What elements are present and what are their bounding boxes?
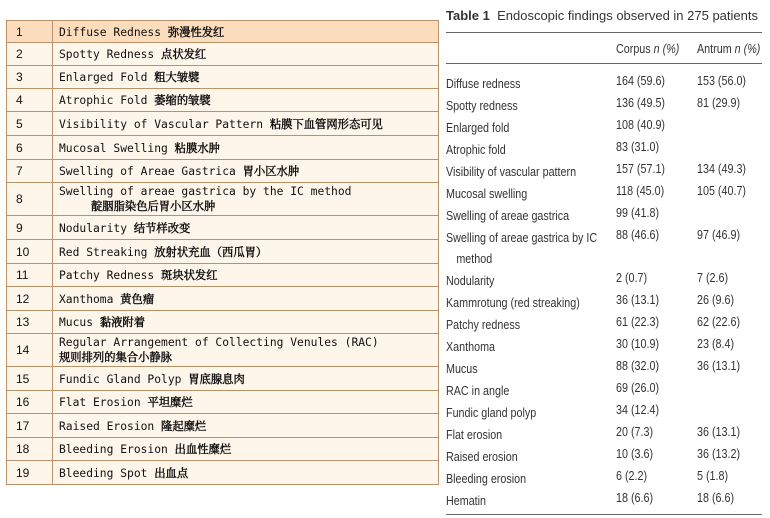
row-label: Xanthoma [446, 340, 496, 354]
corpus-value: 118 (45.0) [616, 184, 665, 198]
corpus-value: 108 (40.9) [616, 118, 666, 132]
corpus-value: 164 (59.6) [616, 74, 666, 88]
list-item-chinese: 胃底腺息肉 [188, 372, 245, 386]
list-item-chinese: 出血点 [154, 466, 189, 480]
corpus-value: 88 (46.6) [616, 228, 660, 242]
list-item-english: Swelling of Areae Gastrica [59, 165, 236, 178]
list-item-text [53, 112, 439, 136]
row-label: Patchy redness [446, 318, 521, 332]
corpus-value: 2 (0.7) [616, 271, 648, 285]
list-item-text [53, 89, 439, 112]
antrum-value: 36 (13.1) [697, 425, 741, 439]
header-rule [446, 63, 762, 64]
antrum-value: 134 (49.3) [697, 162, 747, 176]
list-item-english: Fundic Gland Polyp [59, 372, 182, 386]
corpus-value: 6 (2.2) [616, 469, 648, 483]
corpus-value: 99 (41.8) [616, 206, 660, 220]
list-item [7, 264, 439, 287]
antrum-value: 18 (6.6) [697, 491, 735, 505]
list-item-text [53, 391, 439, 414]
list-item-chinese: 粘膜下血管网形态可见 [269, 117, 383, 131]
list-item-english: Diffuse Redness [59, 25, 162, 39]
list-item-number: 8 [7, 183, 53, 216]
list-item [7, 112, 439, 136]
top-rule [446, 32, 762, 33]
left-findings-list [6, 20, 439, 485]
list-item-english: Raised Erosion [59, 419, 155, 433]
list-item-english: Atrophic Fold [59, 94, 148, 107]
list-item [7, 21, 439, 43]
corpus-value: 30 (10.9) [616, 337, 660, 351]
list-item [7, 89, 439, 112]
list-item [7, 136, 439, 160]
row-label: Visibility of vascular pattern [446, 165, 577, 179]
corpus-value: 88 (32.0) [616, 359, 660, 373]
list-item [7, 216, 439, 240]
list-item [7, 160, 439, 183]
list-item-text [53, 367, 439, 391]
list-item-chinese: 萎缩的皱襞 [154, 94, 211, 107]
list-item-chinese: 靛胭脂染色后胃小区水肿 [91, 199, 216, 213]
list-item-text [53, 136, 439, 160]
antrum-value: 36 (13.2) [697, 447, 741, 461]
antrum-value: 23 (8.4) [697, 337, 735, 351]
list-item [7, 438, 439, 461]
list-item [7, 391, 439, 414]
list-item-english: Mucosal Swelling [59, 141, 168, 155]
list-item-english: Spotty Redness [59, 48, 155, 61]
list-item [7, 183, 439, 216]
list-item-text [53, 43, 439, 66]
row-label: Swelling of areae gastrica [446, 209, 570, 223]
list-item-text [53, 311, 439, 334]
list-item-text [53, 334, 439, 367]
list-item-chinese: 粗大皱襞 [154, 71, 200, 84]
list-item-chinese: 黄色瘤 [120, 292, 155, 306]
list-item-chinese: 点状发红 [161, 48, 207, 61]
list-item-english: Swelling of areae gastrica by the IC method [59, 184, 352, 198]
list-item-english: Flat Erosion [59, 396, 141, 409]
corpus-value: 83 (31.0) [616, 140, 660, 154]
list-item-number: 2 [7, 43, 53, 66]
corpus-value: 18 (6.6) [616, 491, 654, 505]
list-item-english: Visibility of Vascular Pattern [59, 117, 264, 131]
list-item-number: 16 [7, 391, 53, 414]
list-item-chinese: 隆起糜烂 [161, 419, 207, 433]
list-item-chinese: 出血性糜烂 [174, 443, 232, 456]
row-label: Fundic gland polyp [446, 406, 537, 420]
list-item-chinese: 放射状充血（西瓜胃） [154, 245, 268, 259]
list-item [7, 66, 439, 89]
list-item-chinese: 胃小区水肿 [242, 165, 300, 178]
list-item-english: Nodularity [59, 221, 128, 235]
list-item-number: 18 [7, 438, 53, 461]
list-item-chinese: 结节样改变 [133, 221, 191, 235]
list-item [7, 311, 439, 334]
list-item-number: 10 [7, 240, 53, 264]
list-item-text [53, 414, 439, 438]
list-item-number: 13 [7, 311, 53, 334]
antrum-value: 153 (56.0) [697, 74, 747, 88]
list-item [7, 43, 439, 66]
row-label: Kammrotung (red streaking) [446, 296, 580, 310]
list-item-number: 1 [7, 21, 53, 43]
header-corpus: Corpus n (%) [616, 42, 680, 56]
list-item-english: Red Streaking [59, 245, 148, 259]
list-item-english: Patchy Redness [59, 269, 155, 282]
list-item-chinese: 弥漫性发红 [167, 25, 225, 39]
list-item-text [53, 66, 439, 89]
bottom-rule [446, 514, 762, 515]
list-item-number: 5 [7, 112, 53, 136]
list-item-text [53, 438, 439, 461]
row-label: Bleeding erosion [446, 472, 527, 486]
row-label: Mucus [446, 362, 478, 376]
list-item-text [53, 183, 439, 216]
antrum-value: 7 (2.6) [697, 271, 729, 285]
list-item-chinese: 粘膜水肿 [174, 141, 220, 155]
list-item [7, 461, 439, 485]
antrum-value: 105 (40.7) [697, 184, 747, 198]
row-label: Raised erosion [446, 450, 518, 464]
list-item-number: 4 [7, 89, 53, 112]
antrum-value: 97 (46.9) [697, 228, 741, 242]
corpus-value: 36 (13.1) [616, 293, 660, 307]
list-item-text [53, 240, 439, 264]
row-label: Mucosal swelling [446, 187, 528, 201]
list-item-text [53, 287, 439, 311]
row-label: RAC in angle [446, 384, 510, 398]
corpus-value: 69 (26.0) [616, 381, 660, 395]
corpus-value: 136 (49.5) [616, 96, 666, 110]
row-label: Hematin [446, 494, 487, 508]
list-item-number: 3 [7, 66, 53, 89]
list-item-english: Enlarged Fold [59, 71, 148, 84]
list-item-chinese: 平坦糜烂 [147, 396, 193, 409]
row-label: Swelling of areae gastrica by IC method [446, 231, 598, 266]
antrum-value: 81 (29.9) [697, 96, 741, 110]
corpus-value: 20 (7.3) [616, 425, 654, 439]
list-item-english: Mucus [59, 316, 94, 329]
list-item-number: 14 [7, 334, 53, 367]
antrum-value: 62 (22.6) [697, 315, 741, 329]
row-label: Atrophic fold [446, 143, 506, 157]
corpus-value: 61 (22.3) [616, 315, 660, 329]
list-item-chinese: 规则排列的集合小静脉 [59, 350, 172, 364]
list-item-text [53, 21, 439, 43]
table-title-label: Table 1 [446, 8, 490, 23]
antrum-value: 26 (9.6) [697, 293, 735, 307]
list-item-number: 17 [7, 414, 53, 438]
list-item-text [53, 461, 439, 485]
list-item-number: 12 [7, 287, 53, 311]
list-item [7, 240, 439, 264]
list-item-text [53, 160, 439, 183]
row-label: Flat erosion [446, 428, 503, 442]
table-title-text: Endoscopic findings observed in 275 patients [497, 8, 758, 23]
header-antrum: Antrum n (%) [697, 42, 761, 56]
list-item [7, 367, 439, 391]
row-label: Nodularity [446, 274, 495, 288]
row-label: Spotty redness [446, 99, 518, 113]
list-item-number: 11 [7, 264, 53, 287]
list-item-english: Bleeding Erosion [59, 443, 168, 456]
corpus-value: 10 (3.6) [616, 447, 654, 461]
list-item-english: Xanthoma [59, 292, 114, 306]
row-label: Enlarged fold [446, 121, 510, 135]
corpus-value: 34 (12.4) [616, 403, 660, 417]
list-item-english: Regular Arrangement of Collecting Venules (RAC) [59, 335, 379, 349]
antrum-value: 5 (1.8) [697, 469, 729, 483]
list-item-number: 15 [7, 367, 53, 391]
list-item-chinese: 斑块状发红 [161, 269, 218, 282]
table-title [446, 8, 758, 23]
list-item [7, 287, 439, 311]
list-item-number: 19 [7, 461, 53, 485]
list-item-text [53, 216, 439, 240]
list-item-text [53, 264, 439, 287]
list-item [7, 334, 439, 367]
list-item-chinese: 黏液附着 [99, 316, 146, 329]
list-item-number: 6 [7, 136, 53, 160]
list-item-number: 7 [7, 160, 53, 183]
list-item-number: 9 [7, 216, 53, 240]
list-item-english: Bleeding Spot [59, 466, 148, 480]
antrum-value: 36 (13.1) [697, 359, 741, 373]
list-item [7, 414, 439, 438]
row-label: Diffuse redness [446, 77, 521, 91]
corpus-value: 157 (57.1) [616, 162, 666, 176]
